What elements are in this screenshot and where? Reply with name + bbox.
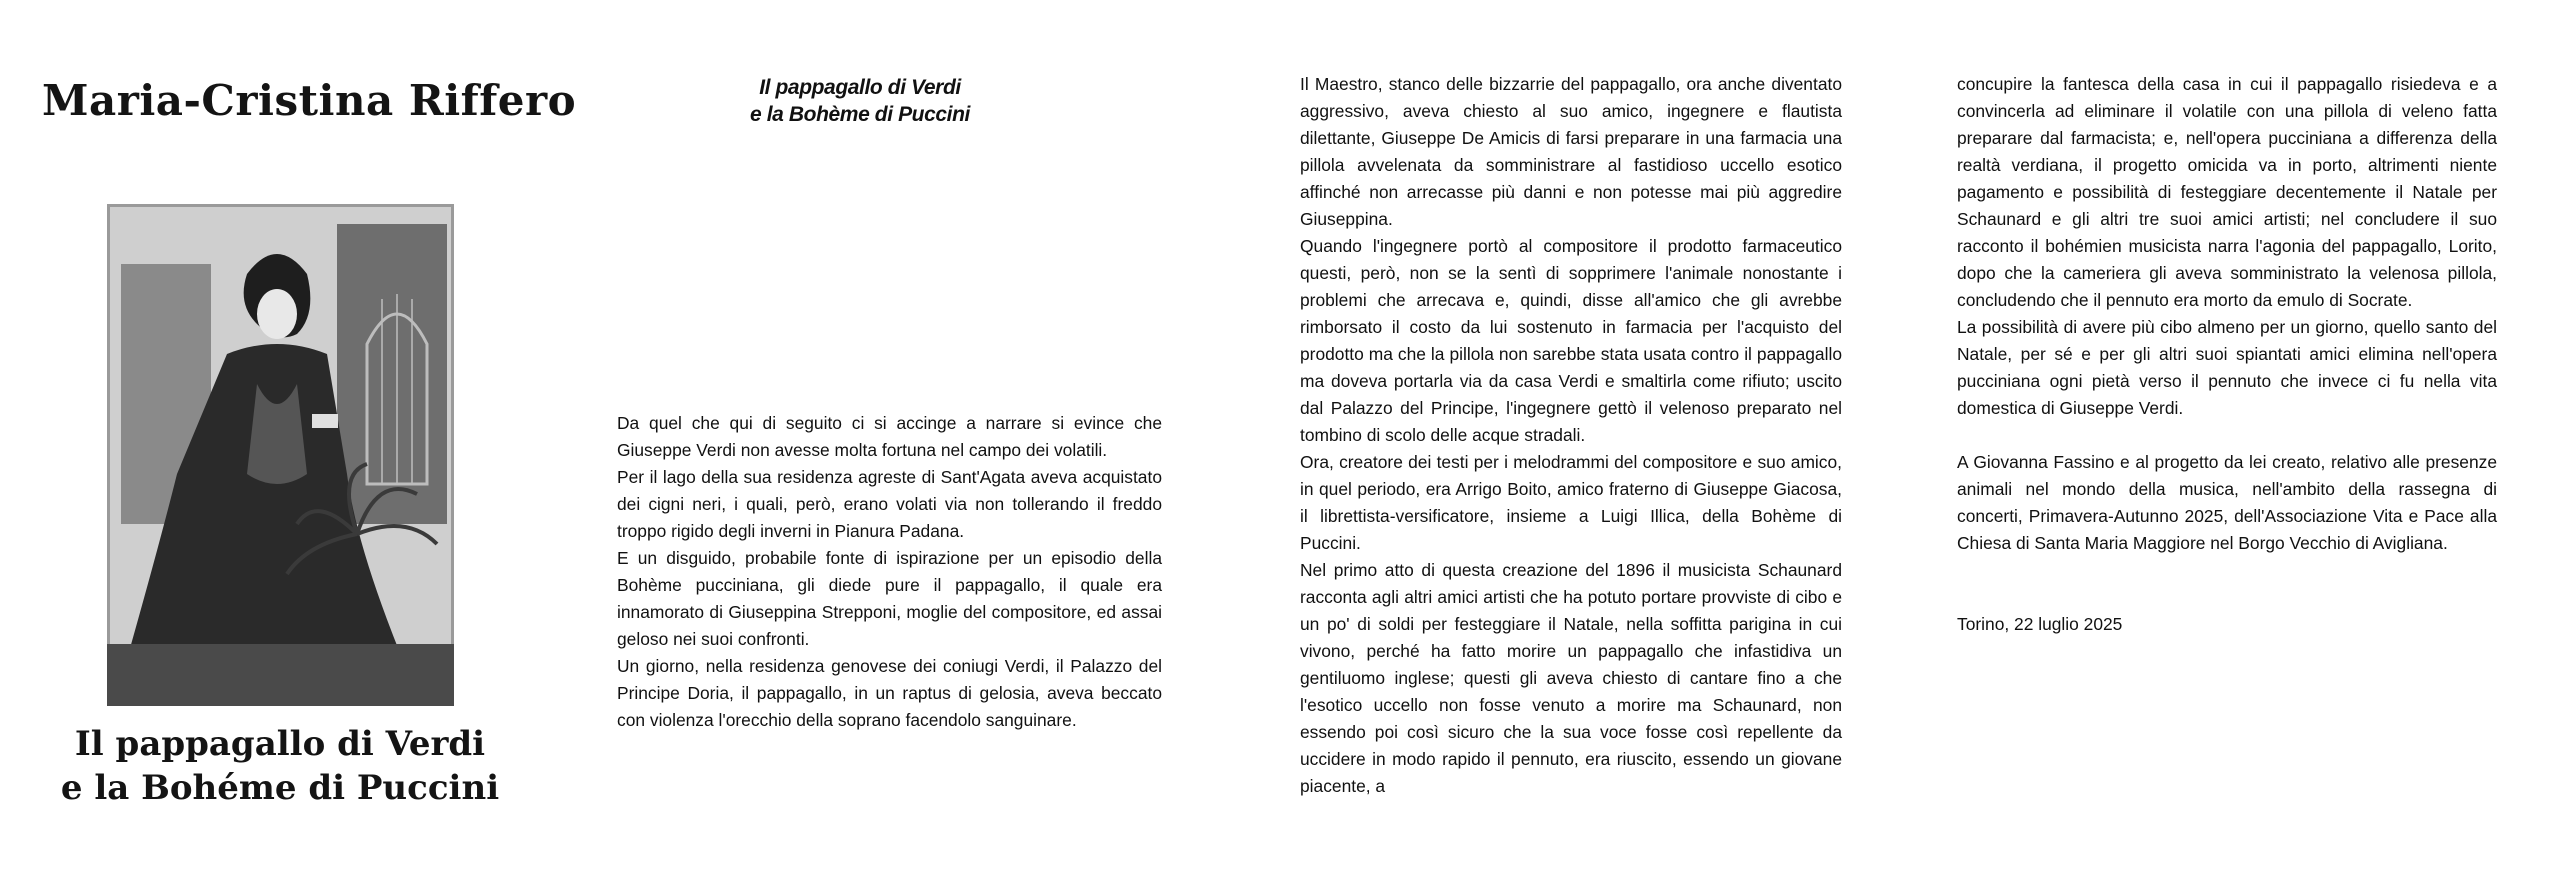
paragraph: E un disguido, probabile fonte di ispirazione per un episodio della Bohème pucciniana, gli diede pure il pappagallo, il quale era innamorato di Giuseppina Strepponi, moglie del compositore, ed assai geloso nei suoi confronti. [617,548,1162,649]
paragraph: Quando l'ingegnere portò al compositore il prodotto farmaceutico questi, però, non se la sentì di sopprimere l'animale nonostante i problemi che arrecava e, quindi, disse all'amico che gli avrebbe rimborsato il costo da lui sostenuto in farmacia per l'acquisto del prodotto ma che la pillola non sarebbe stata usata contro il pappagallo ma doveva portarla via da casa Verdi e smaltirla come rifiuto; uscito dal Palazzo del Principe, l'ingegnere gettò il velenoso preparato nel tombino di scolo delle acque stradali. [1300,236,1842,445]
cover-panel [0,0,577,873]
intro-panel [580,0,1220,873]
paragraph: Da quel che qui di seguito ci si accinge a narrare si evince che Giuseppe Verdi non avesse molta fortuna nel campo dei volatili. [617,413,1162,460]
column-4-text [1957,71,2497,638]
dedication: A Giovanna Fassino e al progetto da lei creato, relativo alle presenze animali nel mondo della musica, nell'ambito della rassegna di concerti, Primavera-Autunno 2025, dell'Associazione Vita e Pace alla Chiesa di Santa Maria Maggiore nel Borgo Vecchio di Avigliana. [1957,452,2497,553]
intro-title-line-2: e la Bohème di Puccini [750,103,970,126]
text-panel-4 [1930,0,2550,873]
intro-text [617,410,1162,734]
paragraph: Per il lago della sua residenza agreste di Sant'Agata aveva acquistato dei cigni neri, i quali, però, erano volati via non tollerando il freddo troppo rigido degli inverni in Pianura Padana. [617,467,1162,541]
column-3-text [1300,71,1842,800]
cover-title-line-2: e la Bohéme di Puccini [60,768,500,808]
text-panel-3 [1290,0,1910,873]
paragraph: concupire la fantesca della casa in cui il pappagallo risiedeva e a convincerla ad eliminare il volatile con una pillola di veleno fatta preparare dal farmacista; e, nell'opera pucciniana a differenza della realtà verdiana, il progetto omicida va in porto, altrimenti niente pagamento e possibilità di festeggiare decentemente il Natale per Schaunard e gli altri tre suoi amici artisti; nel concludere il suo racconto il bohémien musicista narra l'agonia del pappagallo, Lorito, dopo che la cameriera gli aveva somministrato la velenosa pillola, concludendo che il pennuto era morto da emulo di Socrate. [1957,74,2497,310]
cover-title-line-1: Il pappagallo di Verdi [74,724,486,764]
paragraph: Ora, creatore dei testi per i melodrammi del compositore e suo amico, in quel periodo, era Arrigo Boito, amico fraterno di Giuseppe Giacosa, il librettista-versificatore, insieme a Luigi Illica, della Bohème di Puccini. [1300,452,1842,553]
intro-title-line-1: Il pappagallo di Verdi [759,76,961,99]
paragraph: Un giorno, nella residenza genovese dei coniugi Verdi, il Palazzo del Principe Doria, il pappagallo, in un raptus di gelosia, aveva beccato con violenza l'orecchio della soprano facendolo sanguinare. [617,656,1162,730]
cover-painting [107,204,454,706]
paragraph: Nel primo atto di questa creazione del 1896 il musicista Schaunard racconta agli altri amici artisti che ha potuto portare provviste di cibo e un po' di soldi per festeggiare il Natale, nella soffitta parigina in cui vivono, perché ha fatto morire un pappagallo che infastidiva un gentiluomo inglese; questi gli aveva chiesto di cantare fino a che l'esotico uccello non fosse venuto a morire ma Schaunard, non essendo poi così sicuro che la sua voce fosse così repellente da uccidere in modo rapido il pennuto, era riuscito, essendo un giovane piacente, a [1300,560,1842,796]
cover-title [60,722,500,810]
intro-title [690,74,1030,128]
paragraph: La possibilità di avere più cibo almeno per un giorno, quello santo del Natale, per sé e per gli altri suoi spiantati amici elimina nell'opera pucciniana ogni pietà verso il pennuto che invece ci fu nella vita domestica di Giuseppe Verdi. [1957,317,2497,418]
author-name: Maria-Cristina Riffero [42,76,577,125]
paragraph: Il Maestro, stanco delle bizzarrie del pappagallo, ora anche diventato aggressivo, aveva chiesto al suo amico, ingegnere e flautista dilettante, Giuseppe De Amicis di farsi preparare in una farmacia una pillola avvelenata da somministrare al fastidioso uccello esotico affinché non arrecasse più danni e non potesse mai più aggredire Giuseppina. [1300,74,1842,229]
place-date: Torino, 22 luglio 2025 [1957,614,2123,634]
